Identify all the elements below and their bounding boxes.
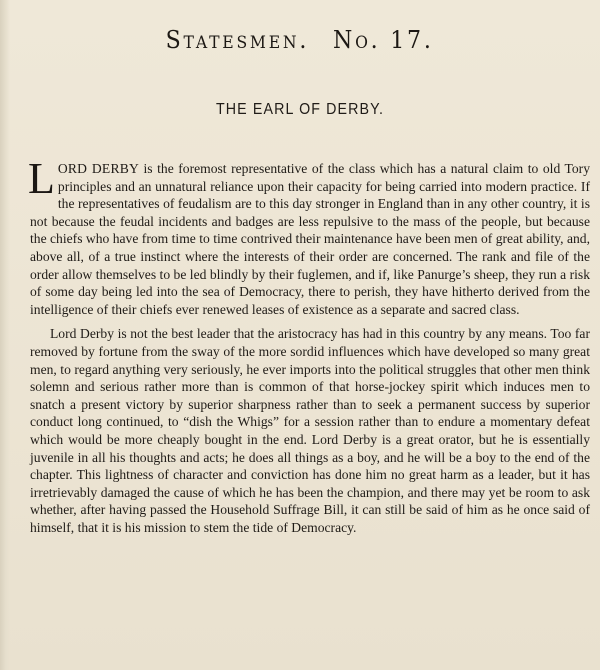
first-word-rest: ORD DERBY	[57, 161, 139, 176]
page-edge-shadow	[0, 0, 10, 670]
article-body	[28, 154, 590, 536]
drop-cap: L	[28, 154, 55, 203]
paragraph-1	[28, 154, 590, 318]
series-number: No. 17.	[333, 26, 434, 54]
paragraph-1-text: is the foremost representative of the class which has a natural claim to old Tory principles and an unnatural reliance upon their capacity for being carried into modern practice. If the representatives of feudalism are to this day stronger in England than in any other country, it is not because the feudal incidents and badges are less repulsive to the mass of the people, but because the chiefs who have from time to time contrived their maintenance have been men of great ability, and, above all, of a true instinct where the interests of their order are concerned. The rank and file of the order allow themselves to be led blindly by their fuglemen, and if, like Panurge’s sheep, they run a risk of some day being led into the sea of Democracy, there to perish, they have hitherto derived from the intelligence of their chiefs ever renewed leases of existence as a separate and sacred class.	[30, 161, 590, 317]
series-header	[0, 26, 600, 54]
article-title: THE EARL OF DERBY.	[215, 101, 385, 118]
paragraph-2: Lord Derby is not the best leader that the aristocracy has had in this country by any means. Too far removed by fortune from the sway of the more sordid influences which have developed so many great men, to regard anything very seriously, he ever imports into the political struggles that other men think solemn and serious rather more than is common of that horse-jockey spirit which induces men to snatch a present victory by superior sharpness rather than to seek a permanent success by superior conduct long continued, to “dish the Whigs” for a session rather than to endure a momentary defeat which would be more cheaply bought in the end. Lord Derby is a great orator, but he is essentially juvenile in all his thoughts and acts; he does all things as a boy, and he will be a boy to the end of the chapter. This lightness of character and conviction has done him no great harm as a leader, but it has irretrievably damaged the cause of which he has been the champion, and there may yet be room to ask whether, after having passed the Household Suffrage Bill, it can still be said of him as he once said of himself, that it is his mission to stem the tide of Democracy.	[30, 326, 590, 535]
series-name: Statesmen.	[165, 26, 310, 54]
series-title	[166, 26, 434, 54]
